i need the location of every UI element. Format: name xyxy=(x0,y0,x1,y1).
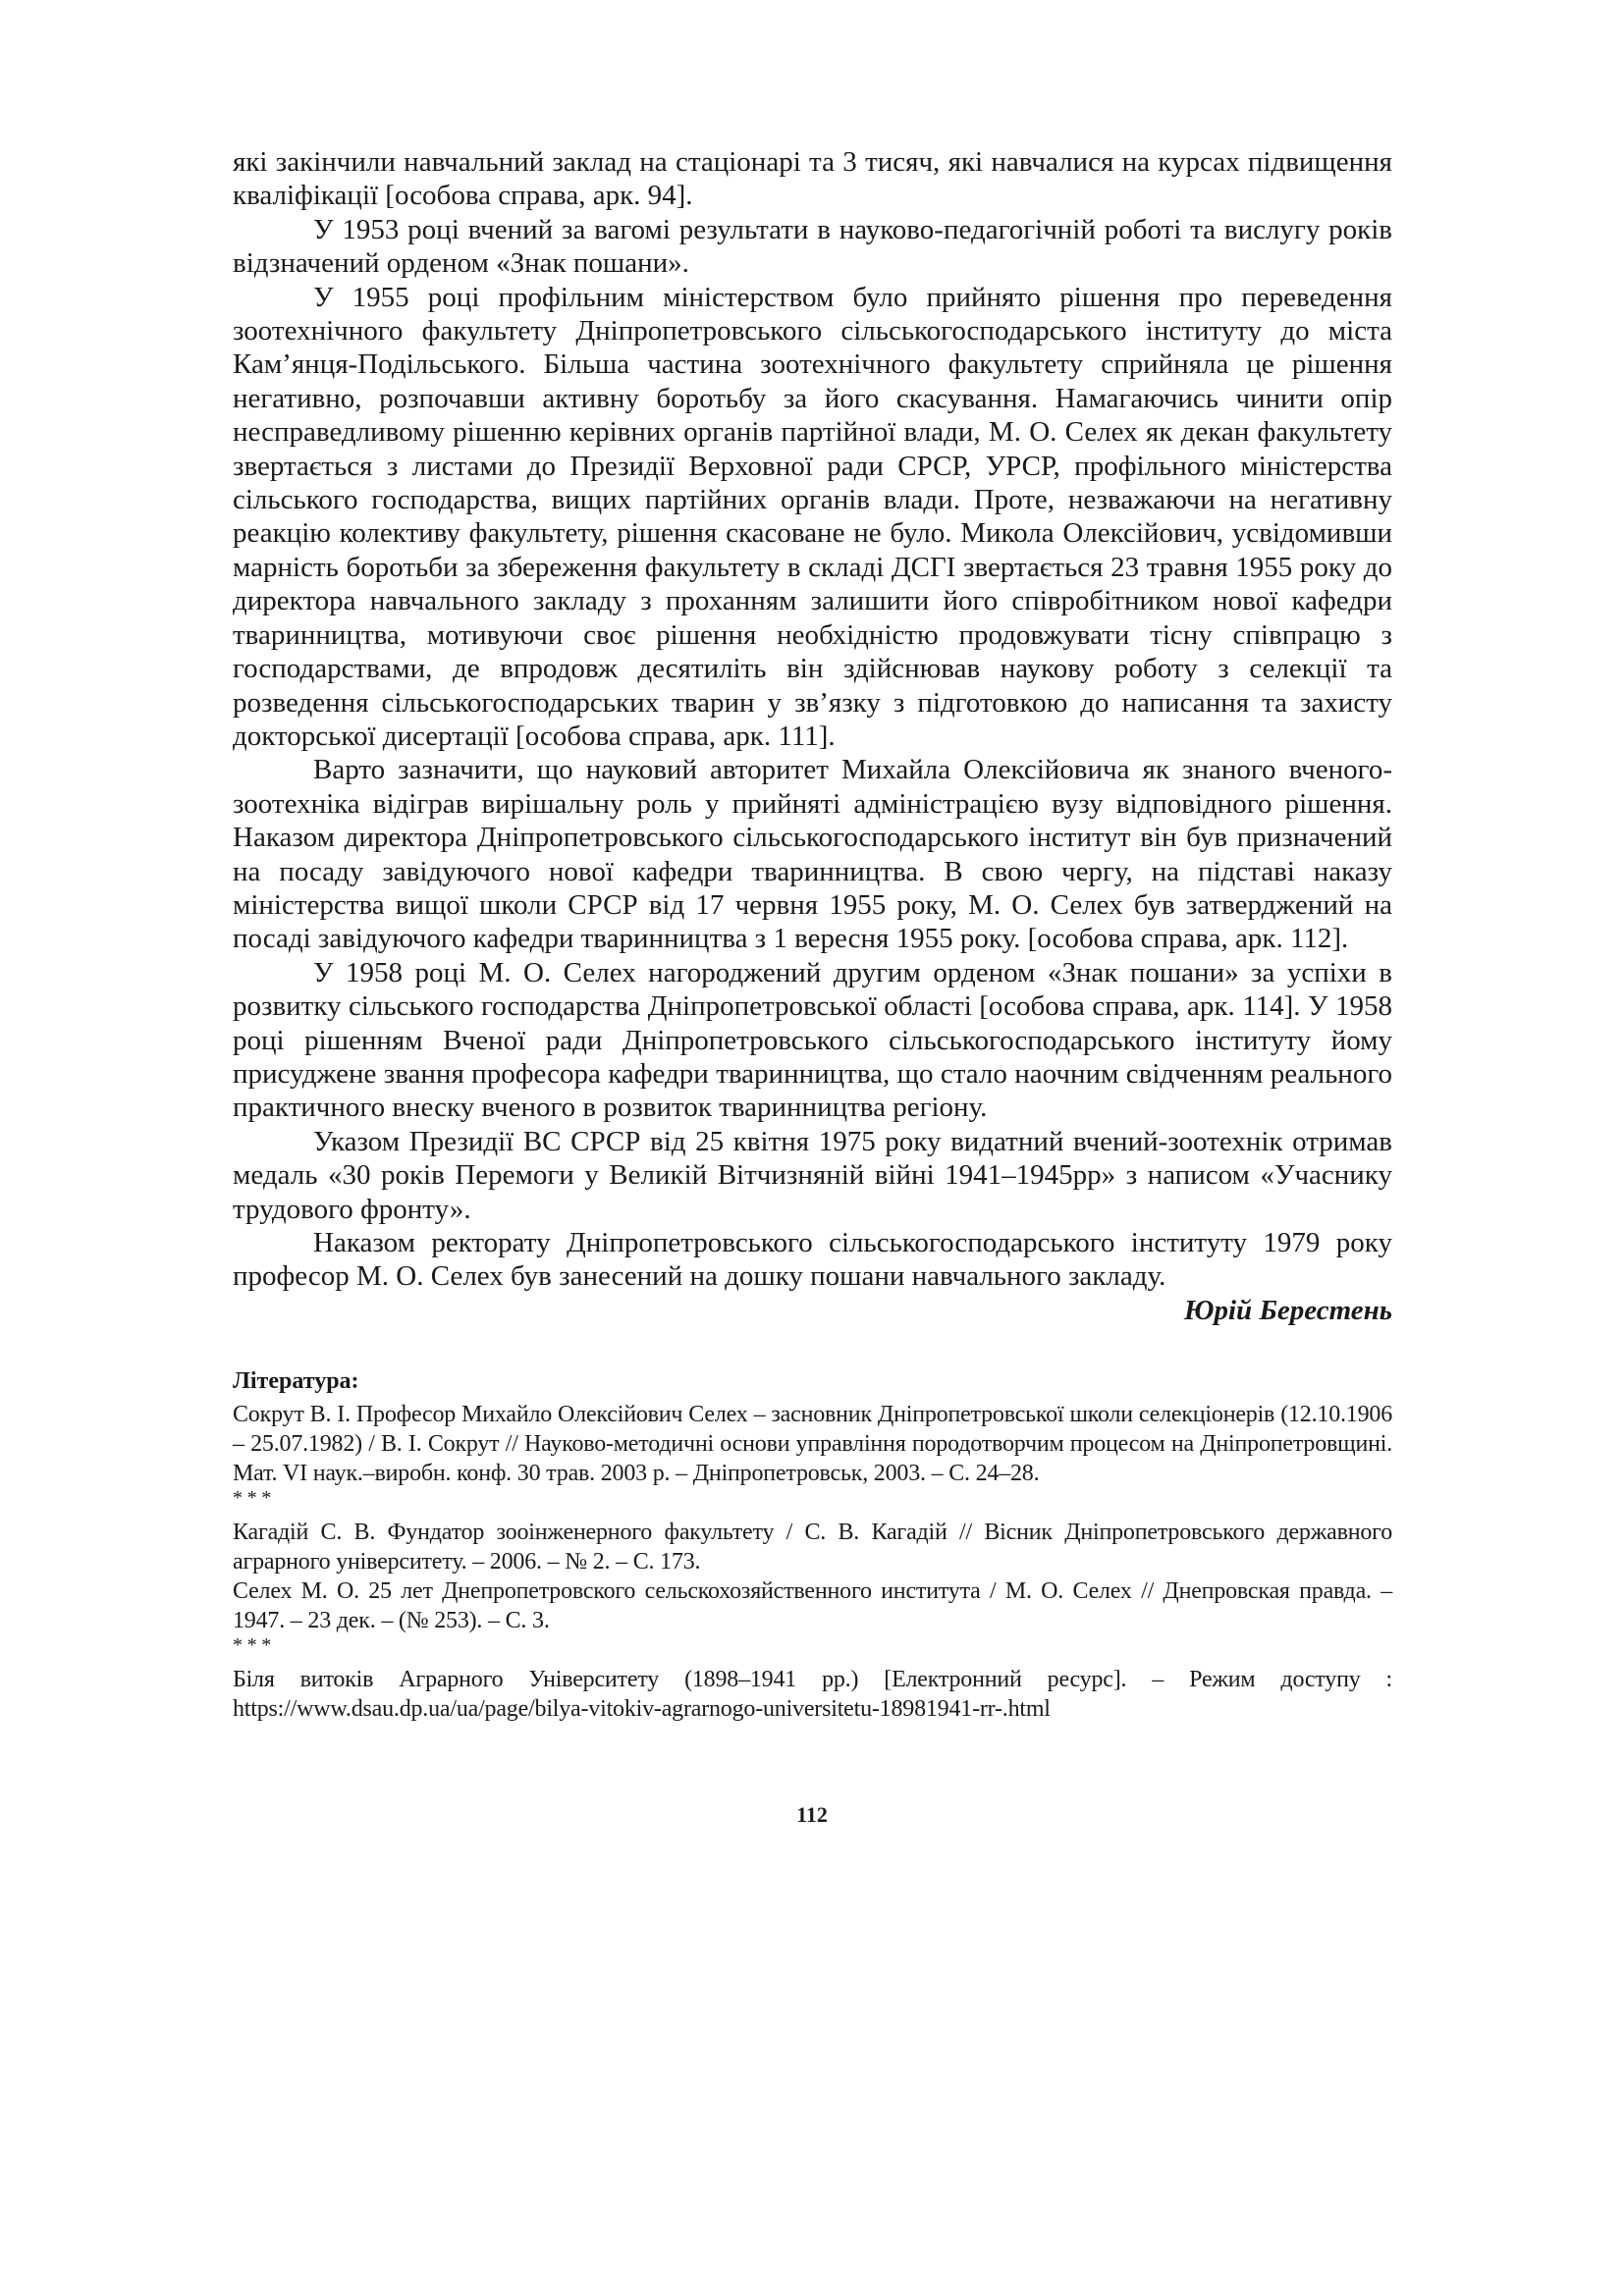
page-number: 112 xyxy=(796,1802,828,1827)
paragraph: У 1953 році вчений за вагомі результати в науково-педагогічній роботі та вислугу років відзначений орденом «Знак пошани». xyxy=(233,213,1392,280)
paragraph: У 1958 році М. О. Селех нагороджений другим орденом «Знак пошани» за успіхи в розвитку сільського господарства Дніпропетровської області [особова справа, арк. 114]. У 1958 році рішенням Вченої ради Дніпропетровського сільськогосподарського інституту йому присуджене звання професора кафедри тваринництва, що стало наочним свідченням реального практичного внеску вченого в розвиток тваринництва регіону. xyxy=(233,956,1392,1124)
paragraph: які закінчили навчальний заклад на стаціонарі та 3 тисяч, які навчалися на курсах підвищення кваліфікації [особова справа, арк. 94]. xyxy=(233,146,1392,212)
article-text xyxy=(233,145,1392,1294)
literature-separator: * * * xyxy=(233,1487,272,1510)
paragraph: У 1955 році профільним міністерством було прийнято рішення про переведення зоотехнічного факультету Дніпропетровського сільськогосподарського інституту до міста Кам’янця-Подільського. Більша частина зоотехнічного факультету сприйняла це рішення негативно, розпочавши активну боротьбу за його скасування. Намагаючись чинити опір несправедливому рішенню керівних органів партійної влади, М. О. Селех як декан факультету звертається з листами до Президії Верховної ради СРСР, УРСР, профільного міністерства сільського господарства, вищих партійних органів влади. Проте, незважаючи на негативну реакцію колективу факультету, рішення скасоване не було. Микола Олексійович, усвідомивши марність боротьби за збереження факультету в складі ДСГІ звертається 23 травня 1955 року до директора навчального закладу з проханням залишити його співробітником нової кафедри тваринництва, мотивуючи своє рішення необхідністю продовжувати тісну співпрацю з господарствами, де впродовж десятиліть він здійснював наукову роботу з селекції та розведення сільськогосподарських тварин у зв’язку з підготовкою до написання та захисту докторської дисертації [особова справа, арк. 111]. xyxy=(233,281,1392,752)
literature-item: Біля витоків Аграрного Університету (1898–1941 рр.) [Електронний ресурс]. – Режим доступу : https://www.dsau.dp.ua/ua/page/bilya-vitokiv-agrarnogo-universitetu-18981941-rr-.html xyxy=(233,1667,1392,1723)
paragraph: Наказом ректорату Дніпропетровського сільськогосподарського інституту 1979 року професор М. О. Селех був занесений на дошку пошани навчального закладу. xyxy=(233,1227,1392,1293)
paragraph: Варто зазначити, що науковий авторитет Михайла Олексійовича як знаного вченого-зоотехніка відіграв вирішальну роль у прийняті адміністрацією вузу відповідного рішення. Наказом директора Дніпропетровського сільськогосподарського інститут він був призначений на посаду завідуючого нової кафедри тваринництва. В свою чергу, на підставі наказу міністерства вищої школи СРСР від 17 червня 1955 року, М. О. Селех був затверджений на посаді завідуючого кафедри тваринництва з 1 вересня 1955 року. [особова справа, арк. 112]. xyxy=(233,754,1392,955)
author-signature: Юрій Берестень xyxy=(1183,1294,1392,1326)
paragraph: Указом Президії ВС СРСР від 25 квітня 1975 року видатний вчений-зоотехнік отримав медаль «30 років Перемоги у Великій Вітчизняній війні 1941–1945рр» з написом «Учаснику трудового фронту». xyxy=(233,1125,1392,1225)
literature-list xyxy=(233,1400,1392,1724)
page-body xyxy=(233,145,1392,1724)
literature-item: Селех М. О. 25 лет Днепропетровского сельскохозяйственного института / М. О. Селех // Днепровская правда. – 1947. – 23 дек. – (№ 253). – С. 3. xyxy=(233,1578,1392,1634)
literature-item: Кагадій С. В. Фундатор зооінженерного факультету / С. В. Кагадій // Вісник Дніпропетровського державного аграрного університету. – 2006. – № 2. – С. 173. xyxy=(233,1520,1392,1575)
literature-heading: Література: xyxy=(233,1368,359,1395)
literature-separator: * * * xyxy=(233,1634,272,1657)
literature-section xyxy=(233,1366,1392,1724)
literature-item: Сокрут В. І. Професор Михайло Олексійович Селех – засновник Дніпропетровської школи селекціонерів (12.10.1906 – 25.07.1982) / В. І. Сокрут // Науково-методичні основи управління породотворчим процесом на Дніпропетровщині. Мат. VI наук.–виробн. конф. 30 трав. 2003 р. – Дніпропетровськ, 2003. – С. 24–28. xyxy=(233,1402,1392,1487)
